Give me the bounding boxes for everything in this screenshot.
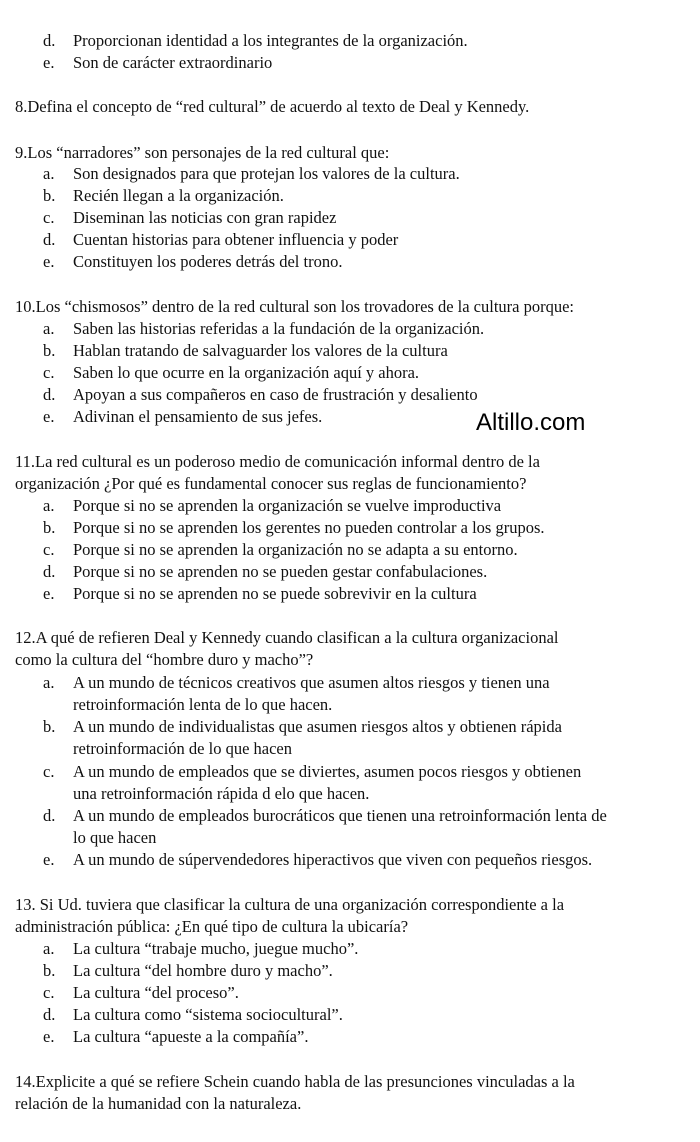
- option-text: La cultura “del hombre duro y macho”.: [73, 961, 333, 980]
- option-text: A un mundo de técnicos creativos que asumen altos riesgos y tienen una: [73, 673, 550, 692]
- option-text: La cultura como “sistema sociocultural”.: [73, 1005, 343, 1024]
- option-text: La cultura “trabaje mucho, juegue mucho”.: [73, 939, 359, 958]
- question-9: 9.Los “narradores” son personajes de la red cultural que:: [15, 143, 390, 162]
- option-letter: a.: [43, 939, 55, 958]
- question-8: 8.Defina el concepto de “red cultural” de acuerdo al texto de Deal y Kennedy.: [15, 97, 530, 116]
- option-text: Saben las historias referidas a la fundación de la organización.: [73, 319, 485, 338]
- option-text: A un mundo de súpervendedores hiperactivos que viven con pequeños riesgos.: [73, 850, 593, 869]
- option-text: Diseminan las noticias con gran rapidez: [73, 208, 337, 227]
- option-letter: c.: [43, 983, 55, 1002]
- option-text: A un mundo de empleados que se diviertes, asumen pocos riesgos y obtienen: [73, 762, 582, 781]
- option-text: La cultura “apueste a la compañía”.: [73, 1027, 309, 1046]
- option-letter: a.: [43, 496, 55, 515]
- option-letter: d.: [43, 806, 56, 825]
- option-text: A un mundo de empleados burocráticos que tienen una retroinformación lenta de: [73, 806, 607, 825]
- option-text: Saben lo que ocurre en la organización aquí y ahora.: [73, 363, 420, 382]
- option-text: Porque si no se aprenden no se pueden gestar confabulaciones.: [73, 562, 488, 581]
- option-text: Son designados para que protejan los valores de la cultura.: [73, 164, 460, 183]
- option-text: La cultura “del proceso”.: [73, 983, 239, 1002]
- option-letter: d.: [43, 230, 56, 249]
- option-letter: e.: [43, 252, 55, 271]
- option-text: Constituyen los poderes detrás del trono.: [73, 252, 343, 271]
- option-letter: b.: [43, 717, 56, 736]
- option-letter: d.: [43, 562, 56, 581]
- option-letter: c.: [43, 540, 55, 559]
- question-11: 11.La red cultural es un poderoso medio de comunicación informal dentro de la: [15, 452, 540, 471]
- option-letter: c.: [43, 762, 55, 781]
- question-12-cont: como la cultura del “hombre duro y macho”?: [15, 650, 314, 669]
- option-continuation: una retroinformación rápida d elo que hacen.: [73, 784, 370, 803]
- option-letter: e.: [43, 53, 55, 72]
- option-letter: c.: [43, 208, 55, 227]
- question-12: 12.A qué de refieren Deal y Kennedy cuando clasifican a la cultura organizacional: [15, 628, 559, 647]
- option-continuation: lo que hacen: [73, 828, 157, 847]
- option-text: Porque si no se aprenden no se puede sobrevivir en la cultura: [73, 584, 477, 603]
- option-letter: d.: [43, 1005, 56, 1024]
- option-letter: c.: [43, 363, 55, 382]
- option-text: Porque si no se aprenden la organización se vuelve improductiva: [73, 496, 502, 515]
- option-text: Cuentan historias para obtener influencia y poder: [73, 230, 399, 249]
- option-continuation: retroinformación lenta de lo que hacen.: [73, 695, 333, 714]
- option-text: Recién llegan a la organización.: [73, 186, 284, 205]
- question-13-cont: administración pública: ¿En qué tipo de cultura la ubicaría?: [15, 917, 409, 936]
- watermark-text: Altillo.com: [476, 409, 586, 436]
- question-13: 13. Si Ud. tuviera que clasificar la cultura de una organización correspondiente a la: [15, 895, 565, 914]
- option-text: Porque si no se aprenden la organización no se adapta a su entorno.: [73, 540, 518, 559]
- option-letter: e.: [43, 850, 55, 869]
- question-11-cont: organización ¿Por qué es fundamental conocer sus reglas de funcionamiento?: [15, 474, 527, 493]
- option-text: Proporcionan identidad a los integrantes de la organización.: [73, 31, 468, 50]
- option-letter: a.: [43, 164, 55, 183]
- option-letter: d.: [43, 385, 56, 404]
- option-letter: e.: [43, 1027, 55, 1046]
- option-letter: b.: [43, 961, 56, 980]
- option-letter: d.: [43, 31, 56, 50]
- option-letter: a.: [43, 673, 55, 692]
- option-text: A un mundo de individualistas que asumen riesgos altos y obtienen rápida: [73, 717, 562, 736]
- option-continuation: retroinformación de lo que hacen: [73, 739, 292, 758]
- option-text: Adivinan el pensamiento de sus jefes.: [73, 407, 323, 426]
- option-text: Apoyan a sus compañeros en caso de frustración y desaliento: [73, 385, 478, 404]
- option-letter: a.: [43, 319, 55, 338]
- option-letter: b.: [43, 518, 56, 537]
- option-text: Porque si no se aprenden los gerentes no pueden controlar a los grupos.: [73, 518, 545, 537]
- option-text: Hablan tratando de salvaguarder los valores de la cultura: [73, 341, 448, 360]
- option-letter: e.: [43, 407, 55, 426]
- option-text: Son de carácter extraordinario: [73, 53, 273, 72]
- question-10: 10.Los “chismosos” dentro de la red cultural son los trovadores de la cultura porque:: [15, 297, 575, 316]
- option-letter: e.: [43, 584, 55, 603]
- option-letter: b.: [43, 186, 56, 205]
- question-14-cont: relación de la humanidad con la naturaleza.: [15, 1094, 302, 1113]
- question-14: 14.Explicite a qué se refiere Schein cuando habla de las presunciones vinculadas a la: [15, 1072, 575, 1091]
- option-letter: b.: [43, 341, 56, 360]
